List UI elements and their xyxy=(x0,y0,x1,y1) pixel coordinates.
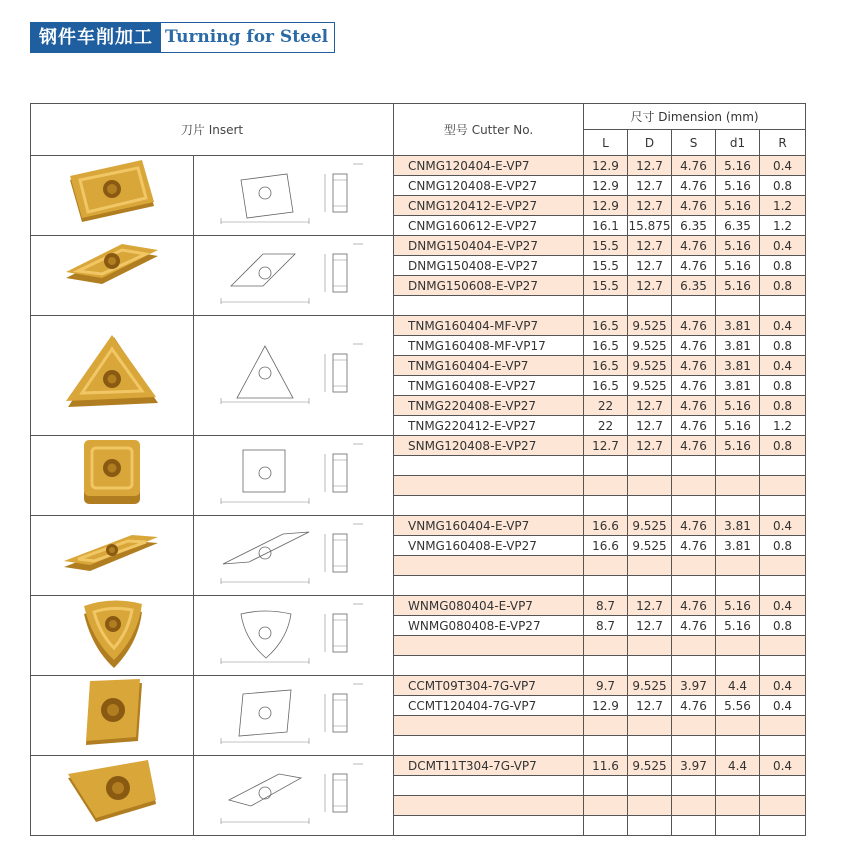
dim-cell-r: 0.8 xyxy=(760,396,806,416)
dim-cell-l xyxy=(584,816,628,836)
insert-drawing xyxy=(194,516,394,596)
dim-cell-d1: 3.81 xyxy=(716,356,760,376)
dim-cell-s: 4.76 xyxy=(672,196,716,216)
dim-cell-r: 0.8 xyxy=(760,436,806,456)
cutter-no-cell: DNMG150404-E-VP27 xyxy=(394,236,584,256)
dim-cell-r: 0.8 xyxy=(760,616,806,636)
insert-column-header: 刀片 Insert xyxy=(31,104,394,156)
dim-cell-d xyxy=(628,716,672,736)
cutter-no-cell: TNMG160408-MF-VP17 xyxy=(394,336,584,356)
dim-cell-s xyxy=(672,556,716,576)
dim-cell-l: 8.7 xyxy=(584,616,628,636)
dim-cell-r: 1.2 xyxy=(760,196,806,216)
dim-cell-r: 0.8 xyxy=(760,256,806,276)
dim-cell-r: 0.8 xyxy=(760,536,806,556)
dim-cell-l xyxy=(584,296,628,316)
dim-cell-d: 12.7 xyxy=(628,256,672,276)
cutter-no-cell: CNMG120412-E-VP27 xyxy=(394,196,584,216)
cutter-no-cell: WNMG080404-E-VP7 xyxy=(394,596,584,616)
dim-cell-r xyxy=(760,656,806,676)
cutter-no-cell: TNMG160404-E-VP7 xyxy=(394,356,584,376)
dim-cell-d: 9.525 xyxy=(628,756,672,776)
dim-cell-r: 0.4 xyxy=(760,676,806,696)
dim-cell-d1: 5.16 xyxy=(716,616,760,636)
dim-cell-d: 9.525 xyxy=(628,376,672,396)
col-l-header: L xyxy=(584,130,628,156)
dim-cell-s xyxy=(672,796,716,816)
dim-cell-l: 16.6 xyxy=(584,516,628,536)
cutter-no-cell xyxy=(394,776,584,796)
dim-cell-d xyxy=(628,556,672,576)
cutter-no-cell xyxy=(394,476,584,496)
dim-cell-r: 0.8 xyxy=(760,276,806,296)
dim-cell-d: 9.525 xyxy=(628,536,672,556)
dim-cell-r xyxy=(760,736,806,756)
dim-cell-s xyxy=(672,816,716,836)
cutter-no-cell: VNMG160408-E-VP27 xyxy=(394,536,584,556)
dim-cell-s xyxy=(672,656,716,676)
dim-cell-d1 xyxy=(716,456,760,476)
cutter-no-cell xyxy=(394,716,584,736)
dim-cell-l xyxy=(584,476,628,496)
table-row xyxy=(31,676,806,696)
cutter-no-cell xyxy=(394,796,584,816)
section-title-cn: 钢件车削加工 xyxy=(31,23,161,52)
dim-cell-d1 xyxy=(716,476,760,496)
dim-cell-l: 15.5 xyxy=(584,256,628,276)
dim-cell-s xyxy=(672,736,716,756)
dim-cell-d1: 4.4 xyxy=(716,676,760,696)
dim-cell-l: 16.6 xyxy=(584,536,628,556)
cutter-no-cell: TNMG160408-E-VP27 xyxy=(394,376,584,396)
dim-cell-l: 12.9 xyxy=(584,696,628,716)
dim-cell-d: 12.7 xyxy=(628,176,672,196)
dim-cell-s xyxy=(672,456,716,476)
dim-cell-s: 4.76 xyxy=(672,156,716,176)
dim-cell-d1: 3.81 xyxy=(716,316,760,336)
cutter-no-cell xyxy=(394,656,584,676)
dim-cell-r: 0.4 xyxy=(760,596,806,616)
dim-cell-d1: 5.16 xyxy=(716,236,760,256)
dim-cell-l: 12.9 xyxy=(584,156,628,176)
cutter-no-cell: SNMG120408-E-VP27 xyxy=(394,436,584,456)
dim-cell-r xyxy=(760,576,806,596)
dim-cell-d: 12.7 xyxy=(628,696,672,716)
dim-cell-r: 0.8 xyxy=(760,336,806,356)
dim-cell-s: 6.35 xyxy=(672,276,716,296)
insert-photo xyxy=(31,756,194,836)
cutter-no-cell xyxy=(394,296,584,316)
dim-cell-d xyxy=(628,476,672,496)
table-row xyxy=(31,596,806,616)
dim-cell-l: 16.5 xyxy=(584,316,628,336)
dim-cell-r xyxy=(760,456,806,476)
cutter-no-cell: CCMT09T304-7G-VP7 xyxy=(394,676,584,696)
dim-cell-d xyxy=(628,776,672,796)
dim-cell-l: 22 xyxy=(584,396,628,416)
dim-cell-l: 11.6 xyxy=(584,756,628,776)
dim-cell-r xyxy=(760,296,806,316)
dim-cell-l xyxy=(584,796,628,816)
dim-cell-s: 4.76 xyxy=(672,356,716,376)
insert-photo xyxy=(31,236,194,316)
dim-cell-s: 4.76 xyxy=(672,316,716,336)
insert-photo xyxy=(31,436,194,516)
dim-cell-d: 15.875 xyxy=(628,216,672,236)
dim-cell-l: 9.7 xyxy=(584,676,628,696)
dim-cell-d1 xyxy=(716,496,760,516)
dim-cell-s xyxy=(672,476,716,496)
dim-cell-l xyxy=(584,636,628,656)
insert-drawing xyxy=(194,156,394,236)
dim-cell-r: 1.2 xyxy=(760,416,806,436)
dim-cell-s: 4.76 xyxy=(672,436,716,456)
dim-cell-d: 9.525 xyxy=(628,516,672,536)
dimension-column-header: 尺寸 Dimension (mm) xyxy=(584,104,806,130)
dim-cell-l: 15.5 xyxy=(584,236,628,256)
dim-cell-d xyxy=(628,636,672,656)
table-row xyxy=(31,236,806,256)
table-row xyxy=(31,516,806,536)
dim-cell-d xyxy=(628,796,672,816)
cutter-no-column-header: 型号 Cutter No. xyxy=(394,104,584,156)
dim-cell-d: 12.7 xyxy=(628,396,672,416)
dim-cell-l xyxy=(584,736,628,756)
dim-cell-l xyxy=(584,576,628,596)
dim-cell-d1: 6.35 xyxy=(716,216,760,236)
table-row xyxy=(31,756,806,776)
dim-cell-d1 xyxy=(716,816,760,836)
section-header xyxy=(30,22,335,53)
dim-cell-d: 12.7 xyxy=(628,196,672,216)
dim-cell-d: 12.7 xyxy=(628,596,672,616)
dim-cell-d: 12.7 xyxy=(628,416,672,436)
cutter-no-cell xyxy=(394,816,584,836)
dim-cell-r: 0.8 xyxy=(760,176,806,196)
dim-cell-d: 9.525 xyxy=(628,336,672,356)
dim-cell-s xyxy=(672,636,716,656)
dim-cell-s: 4.76 xyxy=(672,396,716,416)
dim-cell-r: 0.4 xyxy=(760,236,806,256)
dim-cell-r xyxy=(760,496,806,516)
cutter-no-cell: CCMT120404-7G-VP7 xyxy=(394,696,584,716)
cutter-no-cell xyxy=(394,496,584,516)
dim-cell-d1: 5.16 xyxy=(716,396,760,416)
dim-cell-d1: 5.16 xyxy=(716,176,760,196)
dim-cell-r: 0.4 xyxy=(760,516,806,536)
dim-cell-d xyxy=(628,656,672,676)
dim-cell-d1 xyxy=(716,736,760,756)
dim-cell-l xyxy=(584,716,628,736)
dim-cell-d1 xyxy=(716,636,760,656)
dim-cell-s: 4.76 xyxy=(672,616,716,636)
dim-cell-d: 9.525 xyxy=(628,356,672,376)
dim-cell-d: 9.525 xyxy=(628,676,672,696)
cutter-no-cell: CNMG160612-E-VP27 xyxy=(394,216,584,236)
cutter-no-cell: TNMG220408-E-VP27 xyxy=(394,396,584,416)
insert-drawing xyxy=(194,316,394,436)
dim-cell-d1: 5.16 xyxy=(716,256,760,276)
dim-cell-r: 0.4 xyxy=(760,316,806,336)
dim-cell-s: 4.76 xyxy=(672,696,716,716)
insert-drawing xyxy=(194,756,394,836)
dim-cell-r xyxy=(760,796,806,816)
cutter-no-cell: WNMG080408-E-VP27 xyxy=(394,616,584,636)
dim-cell-d xyxy=(628,736,672,756)
dim-cell-d1: 3.81 xyxy=(716,336,760,356)
dim-cell-d: 12.7 xyxy=(628,236,672,256)
dim-cell-l: 12.7 xyxy=(584,436,628,456)
dim-cell-l: 15.5 xyxy=(584,276,628,296)
col-s-header: S xyxy=(672,130,716,156)
col-r-header: R xyxy=(760,130,806,156)
dim-cell-s xyxy=(672,576,716,596)
dim-cell-l: 22 xyxy=(584,416,628,436)
dim-cell-r: 0.4 xyxy=(760,756,806,776)
dim-cell-s: 3.97 xyxy=(672,756,716,776)
dim-cell-r xyxy=(760,776,806,796)
dim-cell-d1: 5.16 xyxy=(716,416,760,436)
cutter-no-cell: VNMG160404-E-VP7 xyxy=(394,516,584,536)
dim-cell-d1: 4.4 xyxy=(716,756,760,776)
dim-cell-l xyxy=(584,456,628,476)
dim-cell-s: 4.76 xyxy=(672,256,716,276)
dim-cell-s: 4.76 xyxy=(672,236,716,256)
cutter-no-cell xyxy=(394,636,584,656)
dim-cell-d xyxy=(628,576,672,596)
dim-cell-s: 4.76 xyxy=(672,416,716,436)
cutter-no-cell: DNMG150608-E-VP27 xyxy=(394,276,584,296)
dim-cell-r xyxy=(760,476,806,496)
dim-cell-s xyxy=(672,776,716,796)
dim-cell-r: 0.4 xyxy=(760,696,806,716)
dim-cell-d1: 5.16 xyxy=(716,156,760,176)
dim-cell-l xyxy=(584,776,628,796)
dim-cell-d xyxy=(628,296,672,316)
cutter-no-cell: TNMG220412-E-VP27 xyxy=(394,416,584,436)
col-d-header: D xyxy=(628,130,672,156)
dim-cell-d1 xyxy=(716,776,760,796)
cutter-no-cell: CNMG120404-E-VP7 xyxy=(394,156,584,176)
col-d1-header: d1 xyxy=(716,130,760,156)
dim-cell-r xyxy=(760,716,806,736)
dim-cell-r: 0.4 xyxy=(760,356,806,376)
dim-cell-d1: 3.81 xyxy=(716,516,760,536)
dim-cell-d1 xyxy=(716,796,760,816)
insert-photo xyxy=(31,316,194,436)
dim-cell-l: 16.5 xyxy=(584,336,628,356)
dim-cell-l: 16.5 xyxy=(584,376,628,396)
dim-cell-s xyxy=(672,296,716,316)
dim-cell-l xyxy=(584,556,628,576)
dim-cell-r: 1.2 xyxy=(760,216,806,236)
dim-cell-d1 xyxy=(716,576,760,596)
dim-cell-d1 xyxy=(716,556,760,576)
dim-cell-r xyxy=(760,636,806,656)
cutter-no-cell xyxy=(394,556,584,576)
dim-cell-d1 xyxy=(716,656,760,676)
insert-drawing xyxy=(194,676,394,756)
dim-cell-s: 3.97 xyxy=(672,676,716,696)
dim-cell-l: 16.5 xyxy=(584,356,628,376)
dim-cell-d xyxy=(628,496,672,516)
table-row xyxy=(31,316,806,336)
dim-cell-s: 4.76 xyxy=(672,176,716,196)
dim-cell-s: 4.76 xyxy=(672,596,716,616)
dim-cell-l: 16.1 xyxy=(584,216,628,236)
table-row xyxy=(31,436,806,456)
dim-cell-s: 4.76 xyxy=(672,536,716,556)
dim-cell-d1: 5.16 xyxy=(716,436,760,456)
insert-drawing xyxy=(194,436,394,516)
dim-cell-d: 12.7 xyxy=(628,436,672,456)
dim-cell-r: 0.4 xyxy=(760,156,806,176)
cutter-no-cell: DCMT11T304-7G-VP7 xyxy=(394,756,584,776)
insert-drawing xyxy=(194,236,394,316)
insert-photo xyxy=(31,516,194,596)
dim-cell-d1: 3.81 xyxy=(716,376,760,396)
dim-cell-d1 xyxy=(716,716,760,736)
dim-cell-d1: 5.16 xyxy=(716,596,760,616)
dim-cell-l: 12.9 xyxy=(584,196,628,216)
dim-cell-s: 6.35 xyxy=(672,216,716,236)
dim-cell-r xyxy=(760,816,806,836)
insert-photo xyxy=(31,156,194,236)
dim-cell-s: 4.76 xyxy=(672,516,716,536)
dim-cell-d1: 5.16 xyxy=(716,276,760,296)
insert-photo xyxy=(31,676,194,756)
cutter-no-cell xyxy=(394,456,584,476)
dim-cell-s: 4.76 xyxy=(672,336,716,356)
dim-cell-d: 12.7 xyxy=(628,156,672,176)
dim-cell-d: 12.7 xyxy=(628,276,672,296)
cutter-no-cell: TNMG160404-MF-VP7 xyxy=(394,316,584,336)
dim-cell-d1: 3.81 xyxy=(716,536,760,556)
cutter-no-cell: DNMG150408-E-VP27 xyxy=(394,256,584,276)
dim-cell-d1: 5.16 xyxy=(716,196,760,216)
table-row xyxy=(31,156,806,176)
dim-cell-s: 4.76 xyxy=(672,376,716,396)
insert-drawing xyxy=(194,596,394,676)
dim-cell-d: 12.7 xyxy=(628,616,672,636)
dim-cell-r xyxy=(760,556,806,576)
dim-cell-s xyxy=(672,716,716,736)
dim-cell-d1 xyxy=(716,296,760,316)
cutter-no-cell xyxy=(394,736,584,756)
dim-cell-d xyxy=(628,816,672,836)
section-title-en: Turning for Steel xyxy=(161,23,334,52)
dim-cell-l: 12.9 xyxy=(584,176,628,196)
dim-cell-l xyxy=(584,496,628,516)
dim-cell-l: 8.7 xyxy=(584,596,628,616)
dim-cell-l xyxy=(584,656,628,676)
insert-photo xyxy=(31,596,194,676)
dim-cell-d: 9.525 xyxy=(628,316,672,336)
dim-cell-d xyxy=(628,456,672,476)
dim-cell-r: 0.8 xyxy=(760,376,806,396)
dim-cell-s xyxy=(672,496,716,516)
cutter-no-cell: CNMG120408-E-VP27 xyxy=(394,176,584,196)
cutter-no-cell xyxy=(394,576,584,596)
dim-cell-d1: 5.56 xyxy=(716,696,760,716)
insert-spec-table xyxy=(30,103,806,836)
